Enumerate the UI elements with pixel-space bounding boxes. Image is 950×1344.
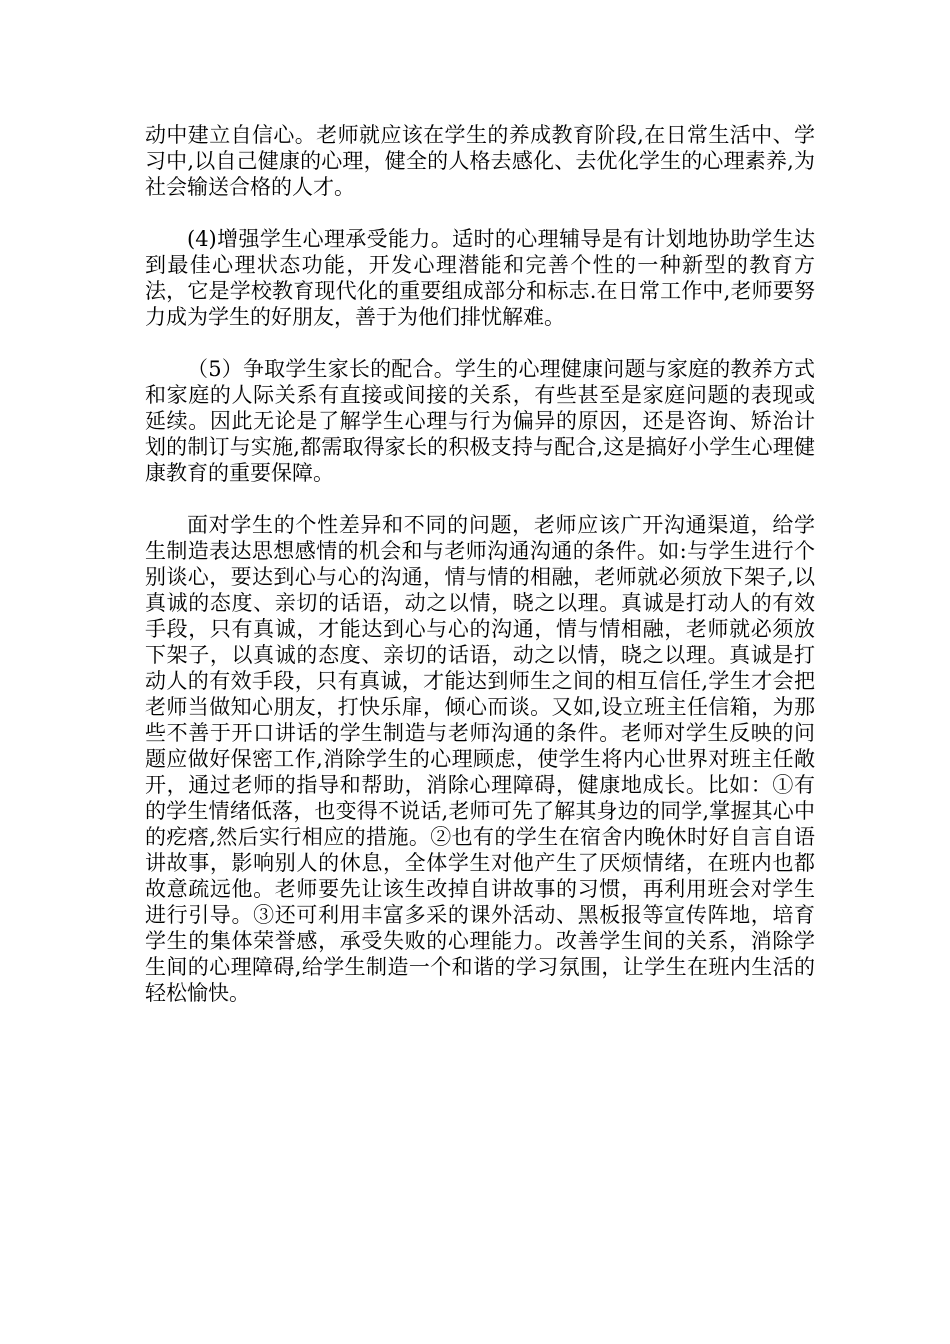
paragraph-4: 面对学生的个性差异和不同的问题，老师应该广开沟通渠道，给学生制造表达思想感情的机会和与老师沟通沟通的条件。如:与学生进行个别谈心，要达到心与心的沟通，情与情的相融，老师就必须放下架子,以真诚的态度、亲切的话语，动之以情，晓之以理。真诚是打动人的有效手段，只有真诚，才能达到心与心的沟通，情与情相融，老师就必须放下架子，以真诚的态度、亲切的话语，动之以情，晓之以理。真诚是打动人的有效手段，只有真诚，才能达到师生之间的相互信任,学生才会把老师当做知心朋友，打快乐扉，倾心而谈。又如,设立班主任信箱，为那些不善于开口讲话的学生制造与老师沟通的条件。老师对学生反映的问题应做好保密工作,消除学生的心理顾虑，使学生将内心世界对班主任敞开，通过老师的指导和帮助，消除心理障碍，健康地成长。比如：①有的学生情绪低落，也变得不说话,老师可先了解其身边的同学,掌握其心中的疙瘩,然后实行相应的措施。②也有的学生在宿舍内晚休时好自言自语讲故事，影响别人的休息，全体学生对他产生了厌烦情绪，在班内也都故意疏远他。老师要先让该生改掉自讲故事的习惯，再利用班会对学生进行引导。③还可利用丰富多采的课外活动、黑板报等宣传阵地，培育学生的集体荣誉感，承受失败的心理能力。改善学生间的关系，消除学生间的心理障碍,给学生制造一个和谐的学习氛围，让学生在班内生活的轻松愉快。 (145, 513, 815, 1005)
paragraph-2: (4)增强学生心理承受能力。适时的心理辅导是有计划地协助学生达到最佳心理状态功能，开发心理潜能和完善个性的一种新型的教育方法，它是学校教育现代化的重要组成部分和标志.在日常工作中,老师要努力成为学生的好朋友，善于为他们排忧解难。 (145, 227, 815, 329)
paragraph-3: （5）争取学生家长的配合。学生的心理健康问题与家庭的教养方式和家庭的人际关系有直接或间接的关系，有些甚至是家庭问题的表现或延续。因此无论是了解学生心理与行为偏异的原因，还是咨询、矫治计划的制订与实施,都需取得家长的积极支持与配合,这是搞好小学生心理健康教育的重要保障。 (145, 357, 815, 485)
document-body (145, 122, 815, 1032)
paragraph-1: 动中建立自信心。老师就应该在学生的养成教育阶段,在日常生活中、学习中,以自己健康的心理，健全的人格去感化、去优化学生的心理素养,为社会输送合格的人才。 (145, 123, 815, 199)
